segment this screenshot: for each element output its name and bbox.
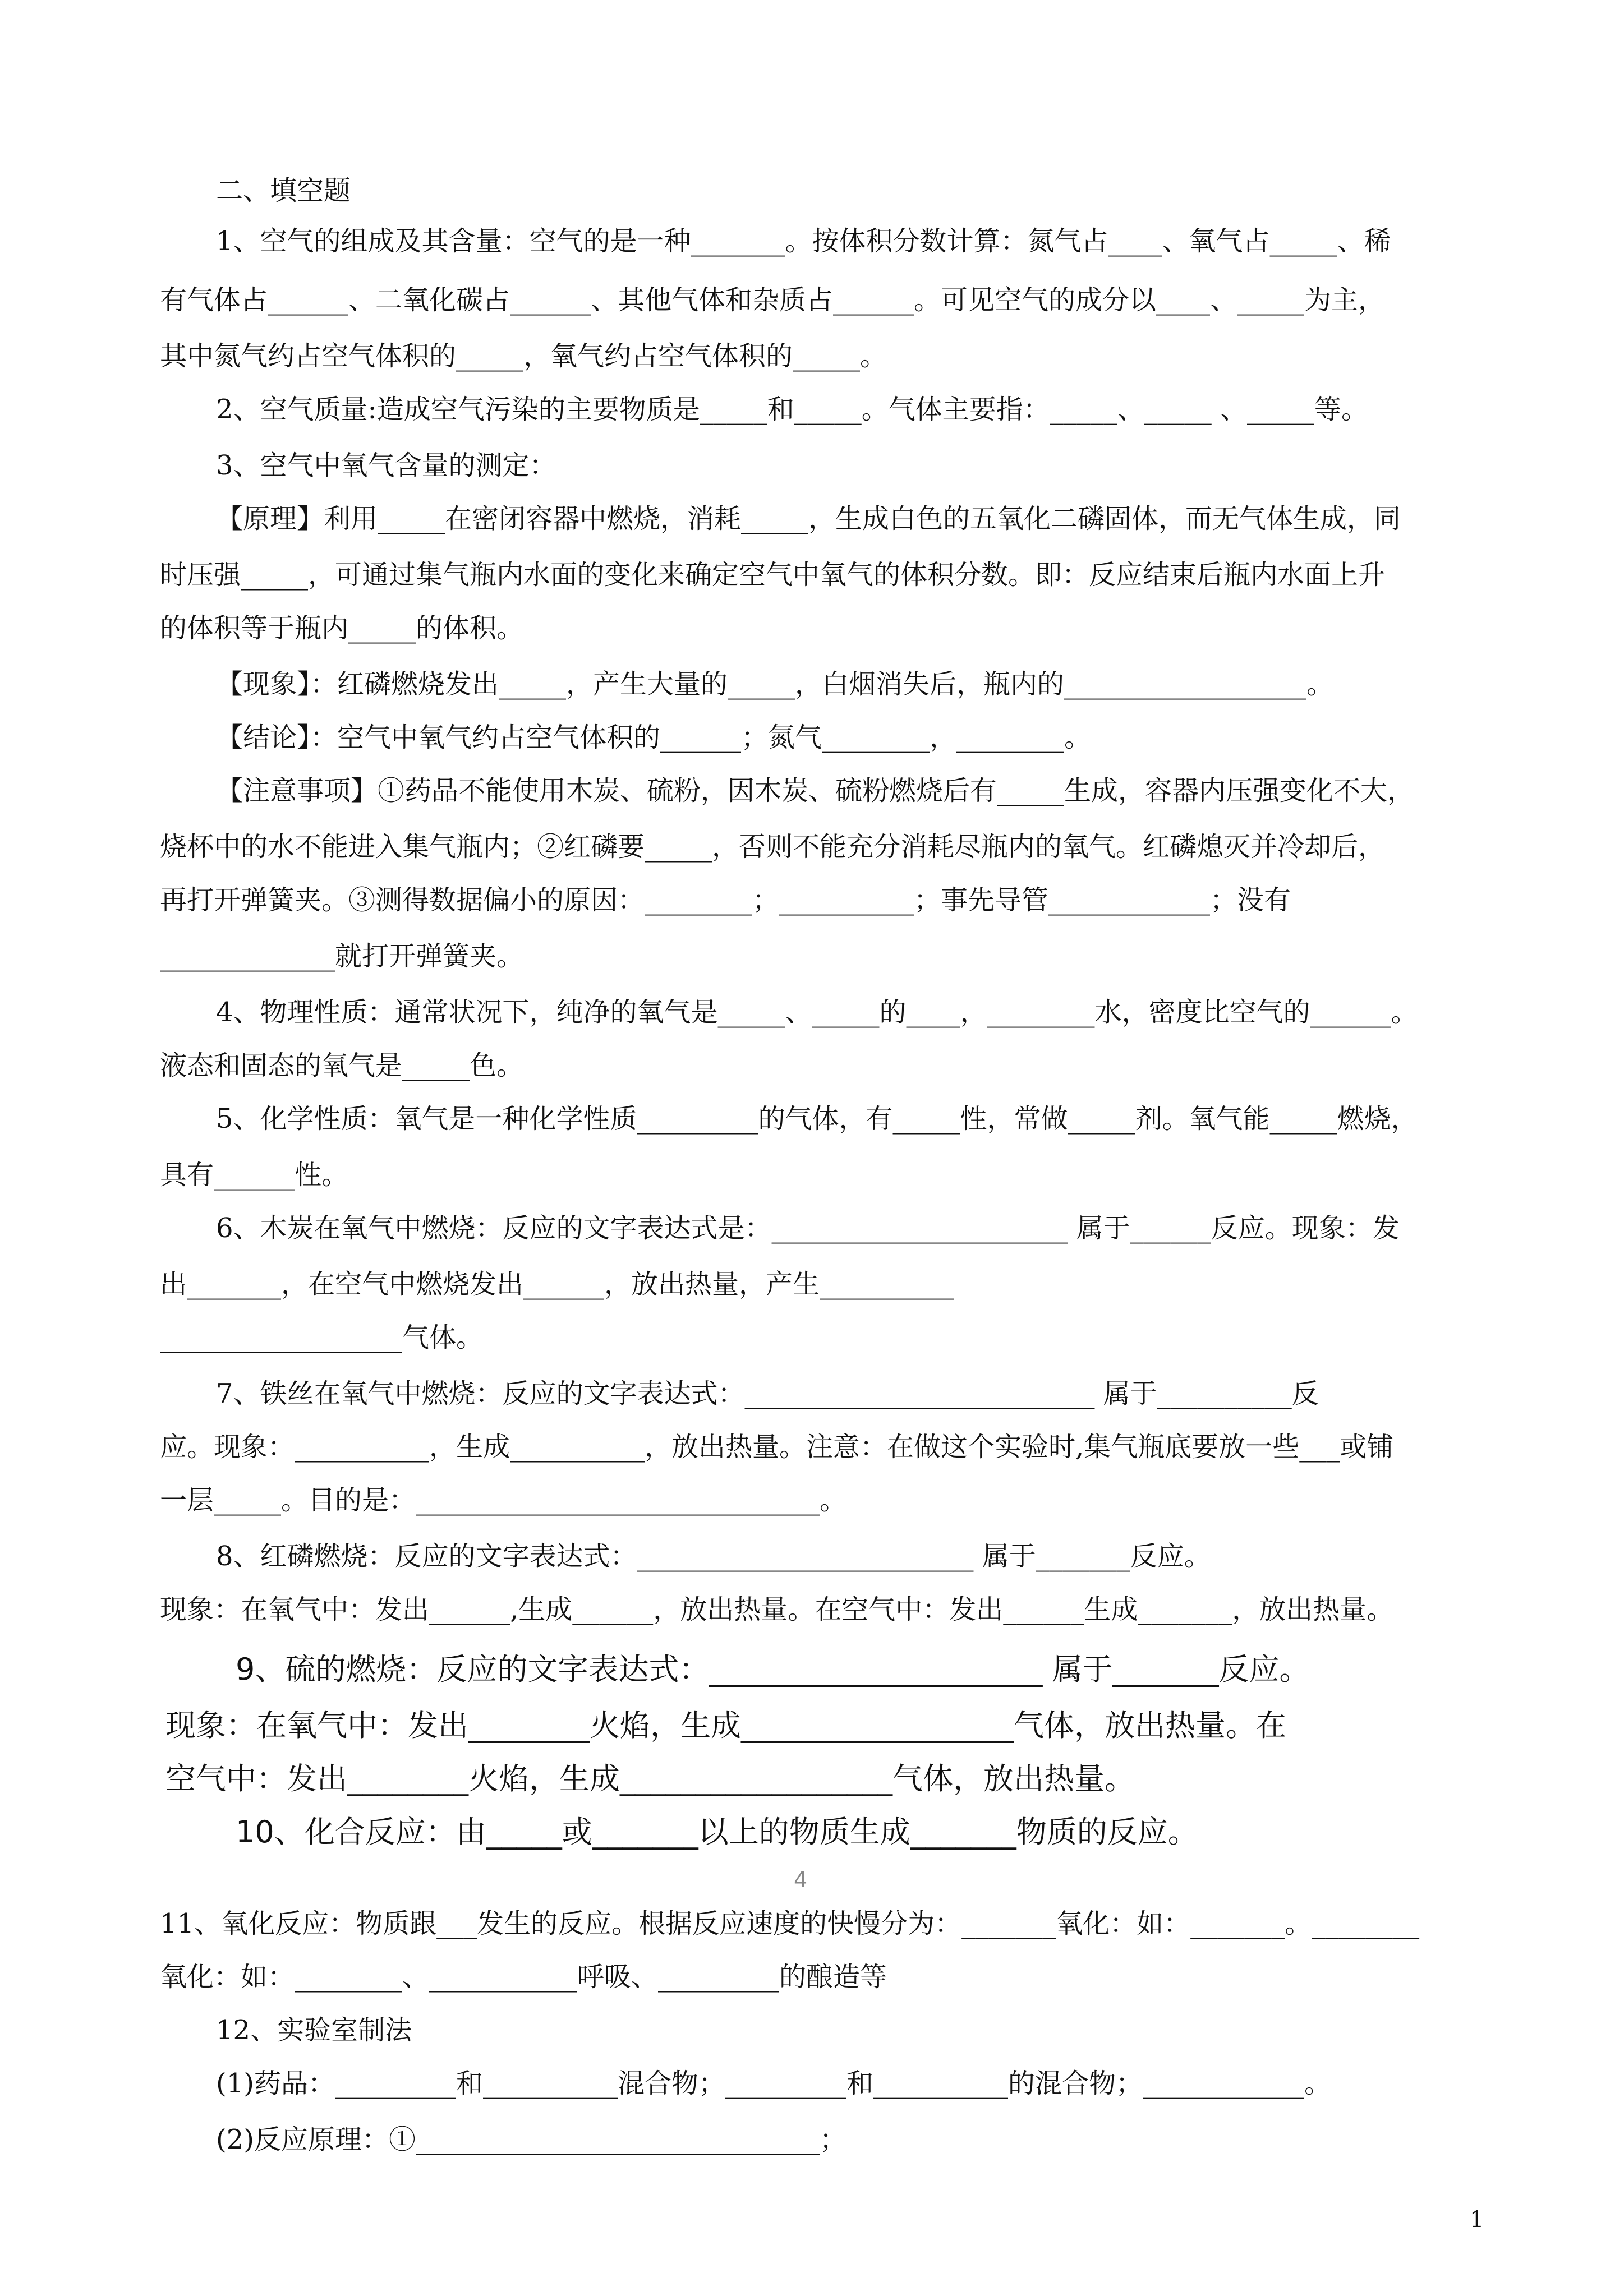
text-line-l29: 现象：在氧气中：发出________火焰，生成__________________气体，放出热量。在 <box>165 1708 1286 1743</box>
text-line-l05: 2、空气质量:造成空气污染的主要物质是_____和_____。气体主要指：_____、_____ 、_____等。 <box>216 394 1368 425</box>
text-line-l04: 其中氮气约占空气体积的_____，氧气约占空气体积的_____。 <box>160 340 887 372</box>
text-line-l01: 二、填空题 <box>216 175 351 206</box>
text-line-l20: 6、木炭在氧气中燃烧：反应的文字表达式是：______________________ 属于______反应。现象：发 <box>216 1212 1400 1244</box>
text-line-l23: 7、铁丝在氧气中燃烧：反应的文字表达式：__________________________ 属于__________反 <box>216 1378 1319 1409</box>
text-line-l08: 时压强_____，可通过集气瓶内水面的变化来确定空气中氧气的体积分数。即：反应结束后瓶内水面上升 <box>160 559 1386 591</box>
text-line-l30: 空气中：发出________火焰，生成__________________气体，放出热量。 <box>165 1761 1135 1796</box>
text-line-l24: 应。现象：__________，生成__________，放出热量。注意：在做这个实验时,集气瓶底要放一些___或铺 <box>160 1431 1394 1463</box>
text-line-l22: __________________气体。 <box>160 1322 484 1353</box>
text-line-l02: 1、空气的组成及其含量：空气的是一种_______。按体积分数计算：氮气占____、氧气占_____、稀 <box>216 225 1391 257</box>
text-line-l32: 11、氧化反应：物质跟___发生的反应。根据反应速度的快慢分为：_______氧化：如：_______。________ <box>160 1908 1420 1939</box>
text-line-l25: 一层_____。目的是：______________________________。 <box>160 1484 847 1516</box>
text-line-l03: 有气体占______、二氧化碳占______、其他气体和杂质占______。可见空气的成分以____、_____为主， <box>160 284 1386 316</box>
text-line-l31: 10、化合反应：由_____或_______以上的物质生成_______物质的反应。 <box>236 1814 1198 1850</box>
text-line-l28: 9、硫的燃烧：反应的文字表达式：______________________ 属于_______反应。 <box>236 1652 1310 1687</box>
page-number: 1 <box>1470 2207 1484 2233</box>
text-line-l13: 烧杯中的水不能进入集气瓶内；②红磷要_____，否则不能充分消耗尽瓶内的氧气。红磷熄灭并冷却后， <box>160 831 1386 863</box>
inner-page-mark: 4 <box>794 1868 808 1892</box>
text-line-l07: 【原理】利用_____在密闭容器中燃烧，消耗_____，生成白色的五氧化二磷固体，而无气体生成，同 <box>216 503 1401 534</box>
text-line-l10: 【现象】：红磷燃烧发出_____，产生大量的_____，白烟消失后，瓶内的__________________。 <box>216 668 1334 700</box>
text-line-l18: 5、化学性质：氧气是一种化学性质_________的气体，有_____性，常做_____剂。氧气能_____燃烧， <box>216 1103 1418 1135</box>
text-line-l06: 3、空气中氧气含量的测定： <box>216 450 556 481</box>
text-line-l17: 液态和固态的氧气是_____色。 <box>160 1050 524 1081</box>
text-line-l09: 的体积等于瓶内_____的体积。 <box>160 612 524 644</box>
text-line-l27: 现象：在氧气中：发出______,生成______，放出热量。在空气中：发出______生成_______，放出热量。 <box>160 1594 1394 1625</box>
text-line-l12: 【注意事项】①药品不能使用木炭、硫粉，因木炭、硫粉燃烧后有_____生成，容器内压强变化不大， <box>216 775 1415 806</box>
text-line-l21: 出_______，在空气中燃烧发出______，放出热量，产生__________ <box>160 1269 955 1300</box>
text-line-l15: _____________就打开弹簧夹。 <box>160 940 524 972</box>
text-line-l14: 再打开弹簧夹。③测得数据偏小的原因：________；__________；事先导管____________；没有 <box>160 884 1291 916</box>
text-line-l26: 8、红磷燃烧：反应的文字表达式：_________________________ 属于_______反应。 <box>216 1541 1211 1572</box>
text-line-l16: 4、物理性质：通常状况下，纯净的氧气是_____、_____的____，________水，密度比空气的______。 <box>216 997 1418 1028</box>
text-line-l33: 氧化：如：________、___________呼吸、_________的酿造等 <box>160 1961 887 1993</box>
text-line-l11: 【结论】：空气中氧气约占空气体积的______；氮气________，________。 <box>216 722 1092 753</box>
text-line-l19: 具有______性。 <box>160 1159 349 1191</box>
text-line-l34: 12、实验室制法 <box>216 2014 412 2046</box>
text-line-l36: (2)反应原理：①______________________________； <box>216 2124 846 2155</box>
text-line-l35: (1)药品：_________和__________混合物；_________和__________的混合物；____________。 <box>216 2068 1331 2099</box>
